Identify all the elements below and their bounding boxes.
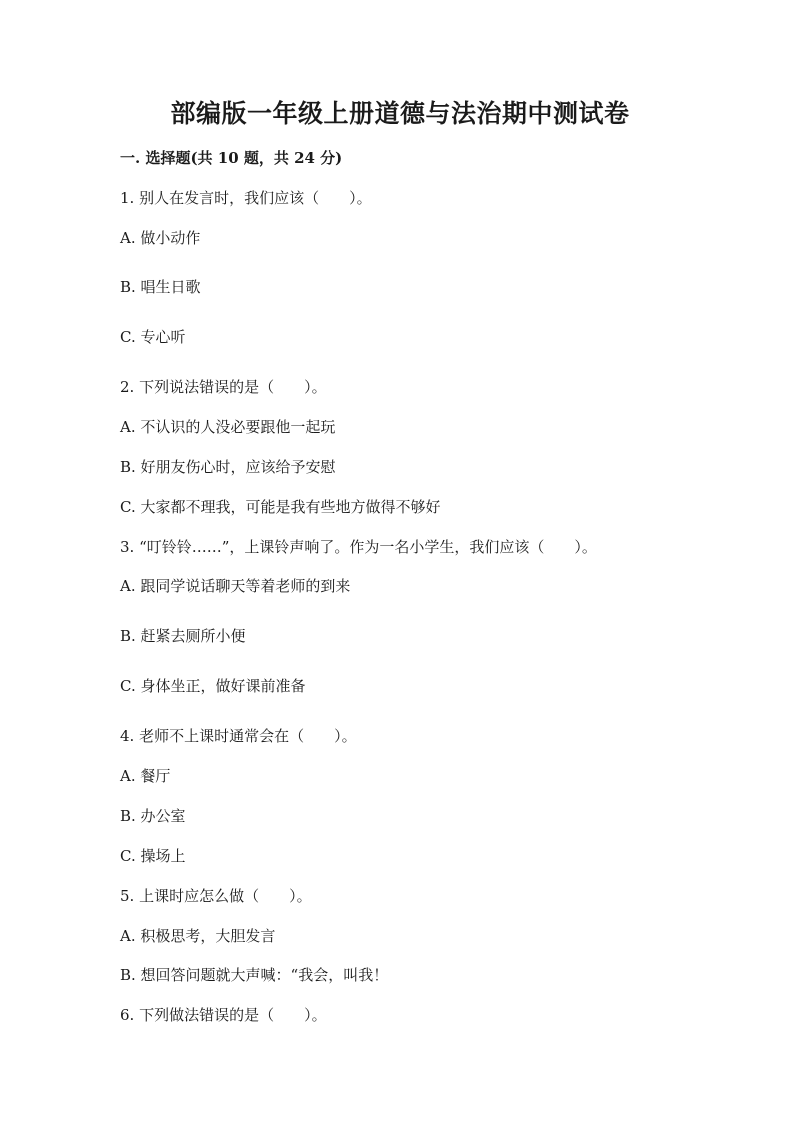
section-heading: 一. 选择题(共 10 题，共 24 分) xyxy=(120,149,343,167)
question-1-option-c: C. 专心听 xyxy=(120,328,186,346)
question-1-option-a: A. 做小动作 xyxy=(120,229,201,247)
question-4-stem: 4. 老师不上课时通常会在（ ）。 xyxy=(120,727,357,745)
question-3-option-b: B. 赶紧去厕所小便 xyxy=(120,627,246,645)
question-4-option-c: C. 操场上 xyxy=(120,847,186,865)
question-5-option-b: B. 想回答问题就大声喊：“我会，叫我！ xyxy=(120,966,389,984)
question-1-stem: 1. 别人在发言时，我们应该（ ）。 xyxy=(120,189,372,207)
question-5-stem: 5. 上课时应怎么做（ ）。 xyxy=(120,887,312,905)
question-6-stem: 6. 下列做法错误的是（ ）。 xyxy=(120,1006,327,1024)
question-2-option-b: B. 好朋友伤心时，应该给予安慰 xyxy=(120,458,336,476)
question-4-option-b: B. 办公室 xyxy=(120,807,186,825)
question-2-option-c: C. 大家都不理我，可能是我有些地方做得不够好 xyxy=(120,498,441,516)
question-2-stem: 2. 下列说法错误的是（ ）。 xyxy=(120,378,327,396)
question-3-stem: 3. “叮铃铃……”，上课铃声响了。作为一名小学生，我们应该（ ）。 xyxy=(120,538,597,556)
question-5-option-a: A. 积极思考，大胆发言 xyxy=(120,927,276,945)
question-2-option-a: A. 不认识的人没必要跟他一起玩 xyxy=(120,418,336,436)
question-3-option-c: C. 身体坐正，做好课前准备 xyxy=(120,677,306,695)
question-4-option-a: A. 餐厅 xyxy=(120,767,171,785)
question-3-option-a: A. 跟同学说话聊天等着老师的到来 xyxy=(120,577,351,595)
question-1-option-b: B. 唱生日歌 xyxy=(120,278,201,296)
page-title: 部编版一年级上册道德与法治期中测试卷 xyxy=(170,99,630,128)
